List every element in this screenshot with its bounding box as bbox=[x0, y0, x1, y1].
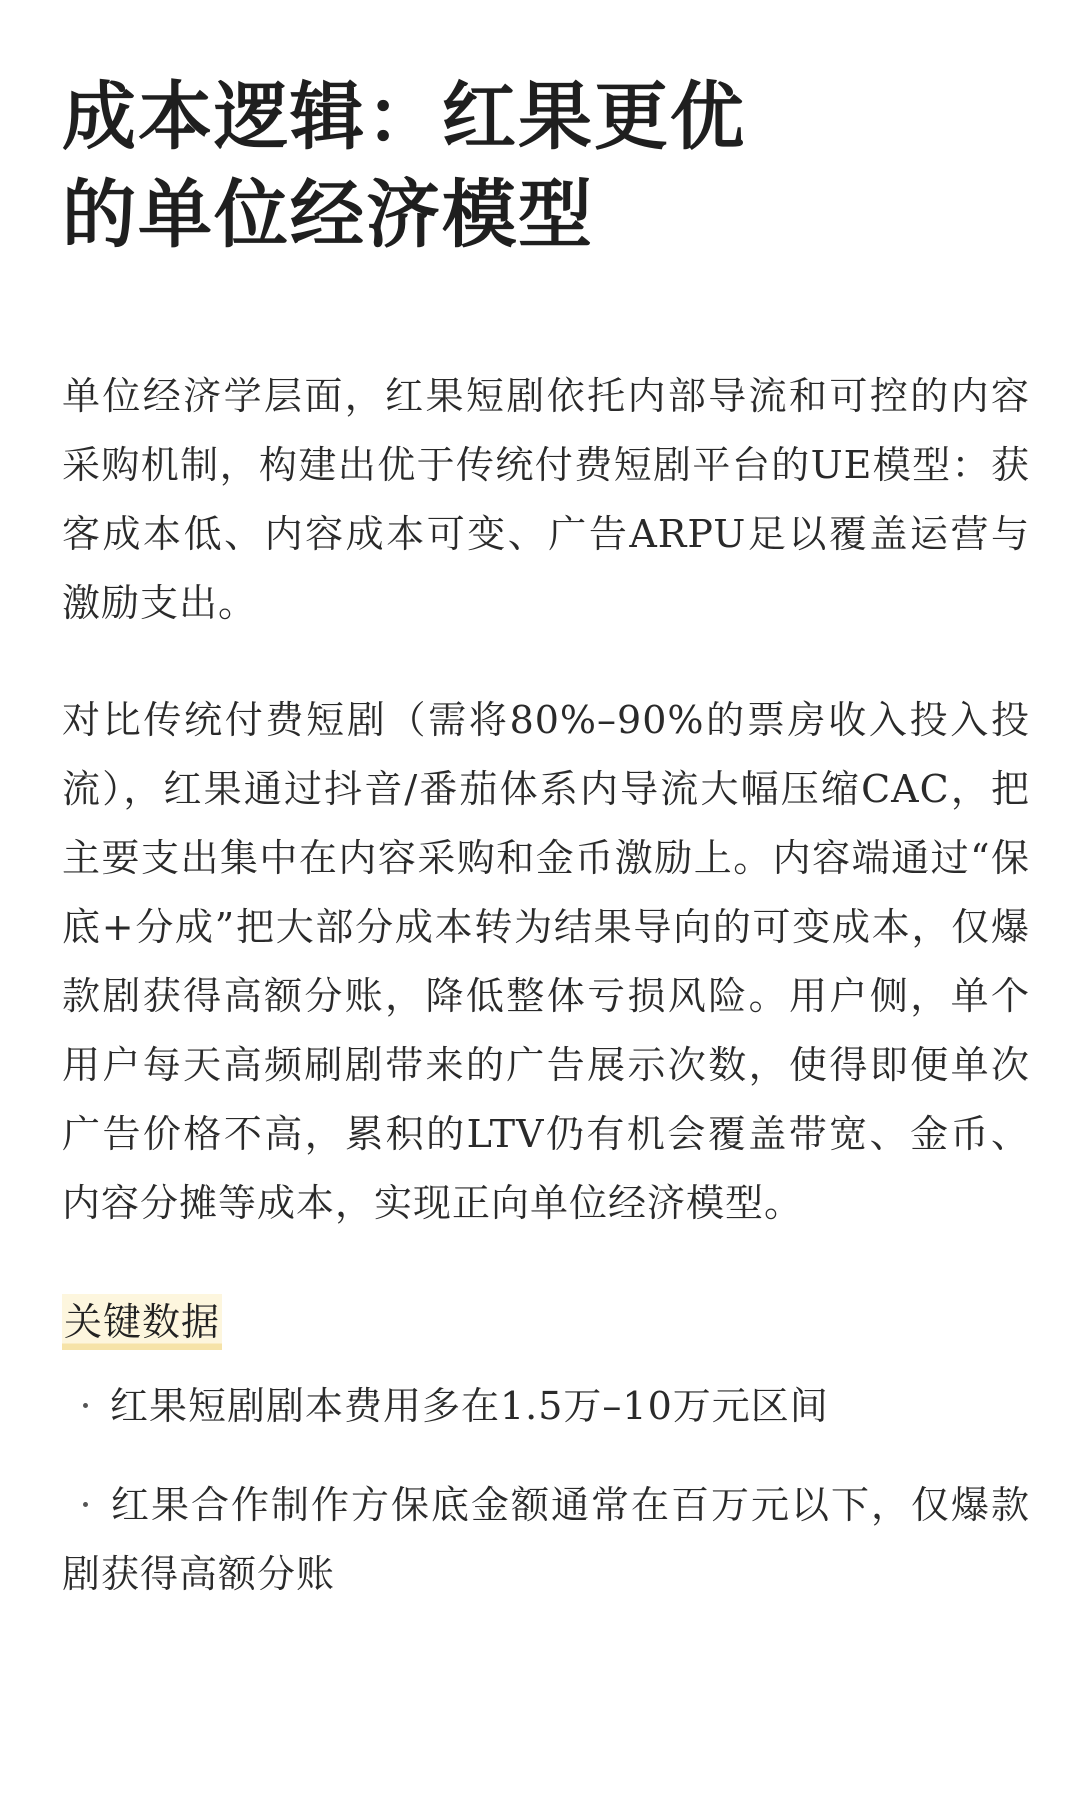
list-item bbox=[62, 1471, 1030, 1609]
bullet-dot: · bbox=[79, 1483, 93, 1527]
list-item bbox=[62, 1372, 1030, 1441]
key-data-list bbox=[62, 1372, 1030, 1609]
list-item-text: 红果短剧剧本费用多在1.5万–10万元区间 bbox=[110, 1384, 829, 1428]
article bbox=[62, 0, 1030, 1639]
title-line-2: 的单位经济模型 bbox=[62, 172, 594, 258]
paragraph-ue-model: 单位经济学层面，红果短剧依托内部导流和可控的内容采购机制，构建出优于传统付费短剧平台的UE模型：获客成本低、内容成本可变、广告ARPU足以覆盖运营与激励支出。 bbox=[62, 374, 1030, 625]
bullet-dot: · bbox=[79, 1384, 93, 1428]
list-item-text: 红果合作制作方保底金额通常在百万元以下，仅爆款剧获得高额分账 bbox=[62, 1483, 1030, 1596]
paragraph-cost-comparison: 对比传统付费短剧（需将80%–90%的票房收入投入投流），红果通过抖音/番茄体系内导流大幅压缩CAC，把主要支出集中在内容采购和金币激励上。内容端通过“保底+分成”把大部分成本转为结果导向的可变成本，仅爆款剧获得高额分账，降低整体亏损风险。用户侧，单个用户每天高频刷剧带来的广告展示次数，使得即便单次广告价格不高，累积的LTV仍有机会覆盖带宽、金币、内容分摊等成本，实现正向单位经济模型。 bbox=[62, 698, 1030, 1225]
key-data-heading: 关键数据 bbox=[62, 1294, 222, 1350]
title-line-1: 成本逻辑：红果更优 bbox=[62, 74, 746, 160]
page-title bbox=[62, 68, 1030, 264]
